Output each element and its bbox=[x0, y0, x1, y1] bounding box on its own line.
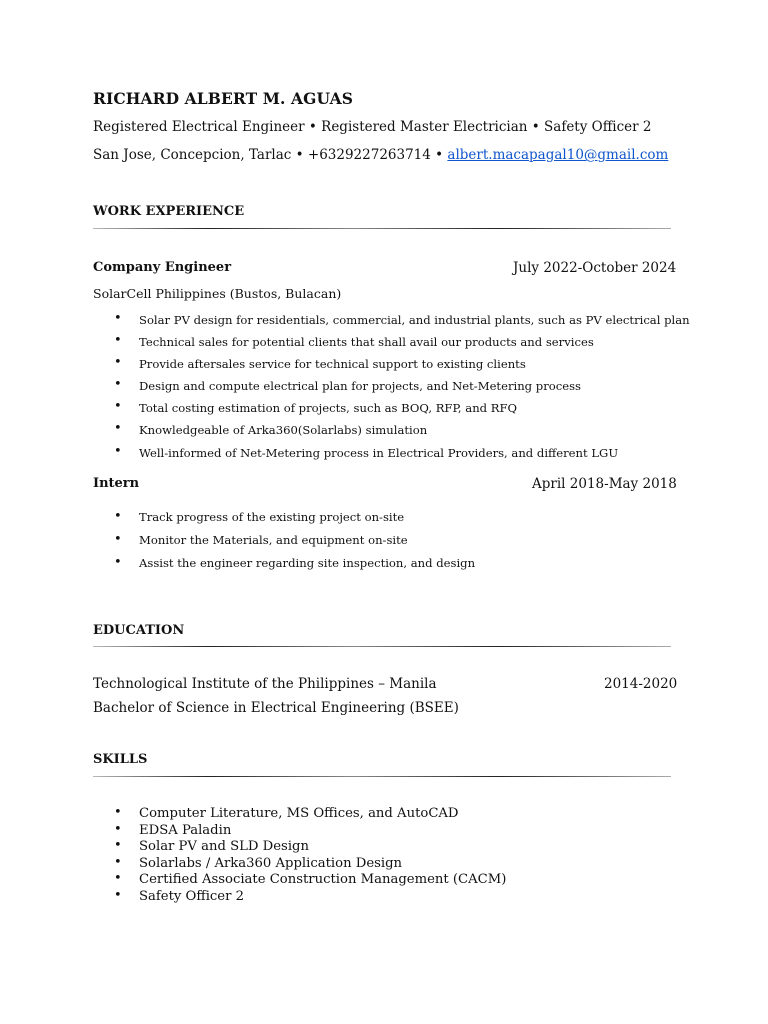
section-divider bbox=[93, 228, 671, 229]
section-heading-education: EDUCATION bbox=[93, 623, 185, 638]
email-link[interactable]: albert.macapagal10@gmail.com bbox=[447, 147, 669, 163]
contact-line bbox=[93, 147, 668, 163]
list-item: • Safety Officer 2 bbox=[114, 889, 506, 906]
education-years: 2014-2020 bbox=[604, 676, 678, 692]
list-item: • Monitor the Materials, and equipment on-site bbox=[114, 529, 475, 552]
section-heading-skills: SKILLS bbox=[93, 752, 148, 767]
section-divider bbox=[93, 646, 671, 647]
school-name: Technological Institute of the Philippines – Manila bbox=[93, 676, 437, 692]
list-item: • Certified Associate Construction Management (CACM) bbox=[114, 872, 506, 889]
company-name: SolarCell Philippines (Bustos, Bulacan) bbox=[93, 286, 342, 301]
list-item: • Track progress of the existing project on-site bbox=[114, 506, 475, 529]
list-item: • EDSA Paladin bbox=[114, 823, 506, 840]
list-item: • Provide aftersales service for technical support to existing clients bbox=[114, 353, 690, 375]
job-duties-list bbox=[114, 506, 475, 576]
section-divider bbox=[93, 776, 671, 777]
list-item: • Solar PV design for residentials, commercial, and industrial plants, such as PV electrical plan bbox=[114, 309, 690, 331]
list-item: • Computer Literature, MS Offices, and AutoCAD bbox=[114, 806, 506, 823]
list-item: • Knowledgeable of Arka360(Solarlabs) simulation bbox=[114, 419, 690, 441]
job-dates: July 2022-October 2024 bbox=[513, 260, 677, 276]
list-item: • Well-informed of Net-Metering process in Electrical Providers, and different LGU bbox=[114, 442, 690, 464]
section-heading-work: WORK EXPERIENCE bbox=[93, 204, 245, 219]
job-dates: April 2018-May 2018 bbox=[532, 476, 677, 492]
list-item: • Technical sales for potential clients that shall avail our products and services bbox=[114, 331, 690, 353]
list-item: • Total costing estimation of projects, such as BOQ, RFP, and RFQ bbox=[114, 397, 690, 419]
applicant-name: RICHARD ALBERT M. AGUAS bbox=[93, 89, 354, 108]
degree: Bachelor of Science in Electrical Engineering (BSEE) bbox=[93, 700, 459, 716]
job-title: Intern bbox=[93, 476, 140, 491]
job-duties-list bbox=[114, 309, 690, 464]
list-item: • Assist the engineer regarding site inspection, and design bbox=[114, 552, 475, 575]
list-item: • Solar PV and SLD Design bbox=[114, 839, 506, 856]
list-item: • Design and compute electrical plan for projects, and Net-Metering process bbox=[114, 375, 690, 397]
job-title: Company Engineer bbox=[93, 260, 232, 275]
contact-address-phone: San Jose, Concepcion, Tarlac • +6329227263714 • bbox=[93, 147, 448, 163]
professional-titles: Registered Electrical Engineer • Registered Master Electrician • Safety Officer 2 bbox=[93, 119, 652, 135]
skills-list bbox=[114, 806, 506, 905]
list-item: • Solarlabs / Arka360 Application Design bbox=[114, 856, 506, 873]
